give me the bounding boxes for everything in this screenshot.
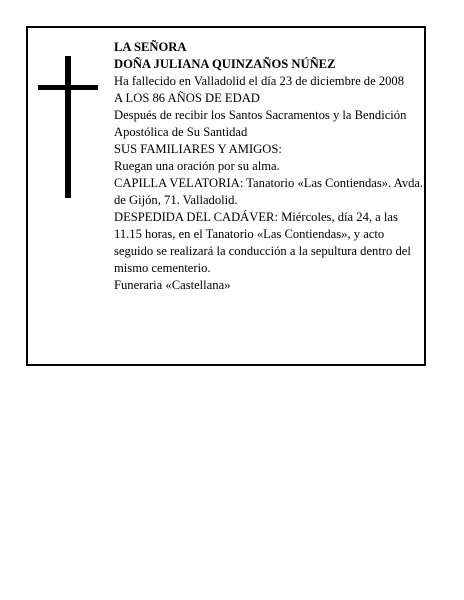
obituary-text [114, 39, 426, 294]
death-statement: Ha fallecido en Valladolid el día 23 de diciembre de 2008 [114, 74, 405, 88]
family-heading: SUS FAMILIARES Y AMIGOS: [114, 142, 282, 156]
funeral-home: Funeraria «Castellana» [114, 278, 231, 292]
sacraments-statement: Después de recibir los Santos Sacramentos y la Bendición Apostólica de Su Santidad [114, 108, 407, 139]
prayer-request: Ruegan una oración por su alma. [114, 159, 280, 173]
farewell-info: DESPEDIDA DEL CADÁVER: Miércoles, día 24, a las 11.15 horas, en el Tanatorio «Las Contiendas», y acto seguido se realizará la conducción a la sepultura dentro del mismo cementerio. [114, 210, 411, 275]
cross-horizontal-bar [38, 85, 98, 90]
deceased-name: DOÑA JULIANA QUINZAÑOS NÚÑEZ [114, 57, 336, 71]
cross-icon [38, 56, 98, 198]
obituary-notice [26, 26, 426, 366]
notice-heading: LA SEÑORA [114, 40, 187, 54]
chapel-info: CAPILLA VELATORIA: Tanatorio «Las Contiendas». Avda. de Gijón, 71. Valladolid. [114, 176, 424, 207]
age-statement: A LOS 86 AÑOS DE EDAD [114, 91, 260, 105]
cross-vertical-bar [65, 56, 71, 198]
